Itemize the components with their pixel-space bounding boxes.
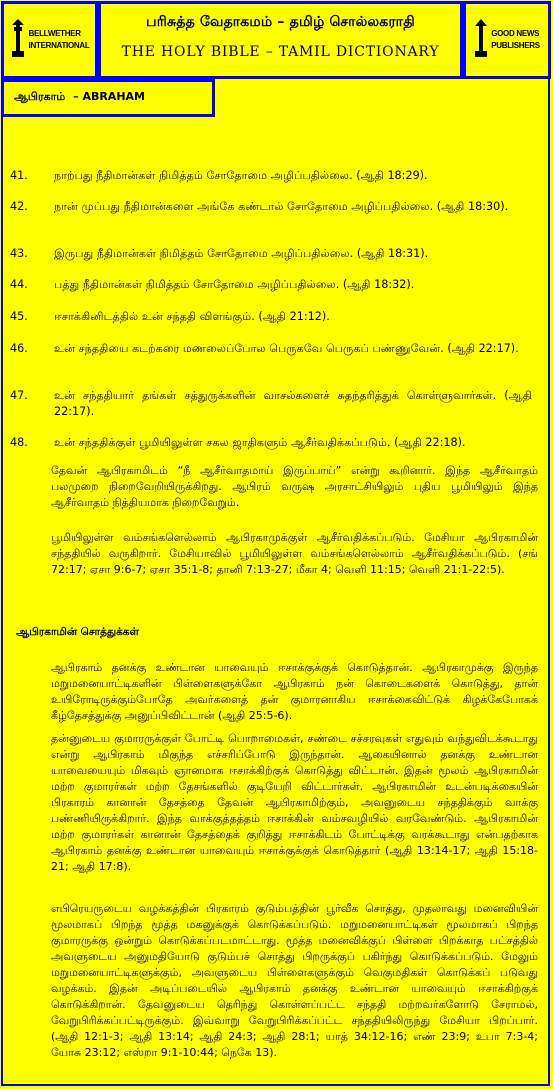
bellwether-logo bbox=[1, 1, 98, 79]
list-item: 45. ஈசாக்கினிடத்தில் உன் சந்ததி விளங்கும். (ஆதி 21:12). bbox=[10, 310, 330, 323]
list-item: 44. பத்து நீதிமான்கள் நிமித்தம் சோதோமை அழிப்பதில்லை. (ஆதி 18:32). bbox=[10, 278, 415, 291]
title-tamil: பரிசுத்த வேதாகமம் – தமிழ் சொல்லகராதி bbox=[146, 14, 415, 30]
topic-label bbox=[1, 79, 215, 117]
paragraph-possessions-3: எபிரெயருடைய வழக்கத்தின் பிரகாரம் குடும்பத்தின் பூர்வீக சொத்து, முதலாவது மனைவியின் மூலமாகப் பிறந்த மூத்த மகனுக்குக் கொடுக்கப்படும். மறுமனையாட்டிகள் மூலமாகப் பிறந்த குமாரருக்கு ஒன்றும் கொடுக்கப்படமாட்டாது. மூத்த மனைவிக்குப் பிள்ளை பிறக்காத பட்சத்தில் அவளுடைய அனுமதியோடு குடும்பச் சொத்து பிறருக்குப் பகிர்ந்து கொடுக்கப்படும். மேலும் மறுமனையாட்டிகளுக்கும், அவளுடைய பிள்ளைகளுக்கும் வெகுமதிகள் கொடுக்கப் படுவது வழக்கம். இதன் அடிப்படையில் ஆபிரகாம் தனக்கு உண்டான யாவையும் ஈசாக்கிற்குக் கொடுக்கிறான். தேவனுடைய தெரிந்து கொள்ளப்பட்ட சந்ததி மற்றவர்களோடு சேராமல், வேறுபிரிக்கப்பட்டிருக்கும். இவ்வாறு வேறுபிரிக்கப்பட்ட சந்ததியிலிருந்து மேசியா பிறப்பார். (ஆதி 12:1-3; ஆதி 13:14; ஆதி 24:3; ஆதி 28:1; யாத் 34:12-16; எண் 23:9; உபா 7:3-4; யோசு 23:12; எஸ்றா 9:1-10:44; நெகே 13). bbox=[51, 902, 538, 1059]
bell-icon bbox=[474, 19, 488, 61]
logo-line-2: PUBLISHERS bbox=[491, 41, 540, 50]
list-item: 42. நான் முப்பது நீதிமான்களை அங்கே கண்டால் சோதோமை அழிப்பதில்லை. (ஆதி 18:30). bbox=[10, 200, 509, 213]
good-news-logo bbox=[463, 1, 551, 79]
paragraph-nations: பூமியிலுள்ள வம்சங்களெல்லாம் ஆபிரகாமுக்குள் ஆசீர்வதிக்கப்படும். மேசியா ஆபிரகாமின் சந்ததியில் வருகிறார். மேசியாவில் பூமியிலுள்ள வம்சங்களெல்லாம் ஆசீர்வதிக்கப்படும். (சங் 72:17; ஏசா 9:6-7; ஏசா 35:1-8; தானி 7:13-27; மீகா 4; வெளி 11:15; வெளி 21:1-22:5). bbox=[51, 531, 538, 576]
paragraph-possessions-1: ஆபிரகாம் தனக்கு உண்டான யாவையும் ஈசாக்குக்குக் கொடுத்தான். ஆபிரகாமுக்கு இருந்த மறுமனையாட்டிகளின் பிள்ளைகளுக்கோ ஆபிரகாம் நன் கொடைகளைக் கொடுத்து, தான் உயிரோடிருக்கும்போதே அவர்களைத் தன் குமாரனாகிய ஈசாக்கைவிட்டுக் கிழக்கேபோகக் கீழ்தேசத்துக்கு அனுப்பிவிட்டான் (ஆதி 25:5-6). bbox=[51, 661, 538, 722]
list-item: 41. நாற்பது நீதிமான்கள் நிமித்தம் சோதோமை அழிப்பதில்லை. (ஆதி 18:29). bbox=[10, 169, 428, 182]
list-item: 48. உன் சந்ததிக்குள் பூமியிலுள்ள சகல ஜாதிகளும் ஆசீர்வதிக்கப்படும். (ஆதி 22:18). bbox=[10, 436, 466, 449]
section-heading: ஆபிரகாமின் சொத்துக்கள் bbox=[16, 626, 139, 638]
topic-tamil: ஆபிரகாம் bbox=[14, 90, 66, 103]
logo-line-2: INTERNATIONAL bbox=[28, 41, 90, 50]
paragraph-blessing: தேவன் ஆபிரகாமிடம் “நீ ஆசீர்வாதமாய் இருப்பாய்” என்று கூறினார். இந்த ஆசீர்வாதம் பலமுறை நிறைவேறியிருக்கிறது. ஆபிரம் வருஷ அரசாட்சியிலும் புதிய பூமியிலும் இந்த ஆசீர்வாதம் நித்தியமாக நிறைவேறும். bbox=[51, 464, 538, 509]
list-item: 43. இருபது நீதிமான்கள் நிமித்தம் சோதோமை அழிப்பதில்லை. (ஆதி 18:31). bbox=[10, 247, 429, 260]
title-english: THE HOLY BIBLE – TAMIL DICTIONARY bbox=[121, 44, 440, 60]
ram-icon bbox=[10, 19, 26, 61]
list-item: 47. உன் சந்ததியார் தங்கள் சத்துருக்களின் வாசல்களைச் சுதந்தரித்துக் கொள்ளுவார்கள். (ஆதி 22:17). bbox=[10, 389, 532, 418]
header-title-box bbox=[98, 1, 463, 79]
list-item: 46. உன் சந்ததியை கடற்கரை மணலைப்போல பெருகவே பெருகப் பண்ணுவேன். (ஆதி 22:17). bbox=[10, 342, 519, 355]
topic-english: – ABRAHAM bbox=[73, 90, 145, 103]
logo-line-1: BELLWETHER bbox=[28, 29, 81, 38]
paragraph-possessions-2: தன்னுடைய குமாரருக்குள் போட்டி பொறாமைகள், சண்டை சச்சரவுகள் எதுவும் வந்துவிடக்கூடாது என்று ஆபிரகாம் மிகுந்த எச்சரிப்போடு இருந்தான். ஆகையினால் தனக்கு உண்டான யாவையையும் மிகவும் ஞானமாக ஈசாக்கிற்குக் கொடுத்து விட்டான். இதன் மூலம் ஆபிரகாமின் மற்ற குமாரர்கள் மற்ற தேசங்களில் குடியேறி விட்டார்கள். ஆபிரகாமின் உடன்படிக்கையின் பிரகாரம் கானான் தேசத்தை தேவன் ஆபிரகாமிற்கும், அவனுடைய சந்ததிக்கும் வாக்கு பண்ணியிருக்கிறார். இந்த வாக்குத்தத்தம் ஈசாக்கின் வம்சவழியில் வரவேண்டும். ஆபிரகாமின் மற்ற குமாரர்கள் கானான் தேசத்தைக் குறித்து ஈசாக்கிடம் போட்டிக்கு வரக்கூடாது என்பதற்காக ஆபிரகாம் தனக்கு உண்டான யாவையும் ஈசாக்குக்குக் கொடுத்தார் (ஆதி 13:14-17; ஆதி 15:18-21; ஆதி 17:8). bbox=[51, 732, 538, 873]
logo-line-1: GOOD NEWS bbox=[491, 29, 540, 38]
